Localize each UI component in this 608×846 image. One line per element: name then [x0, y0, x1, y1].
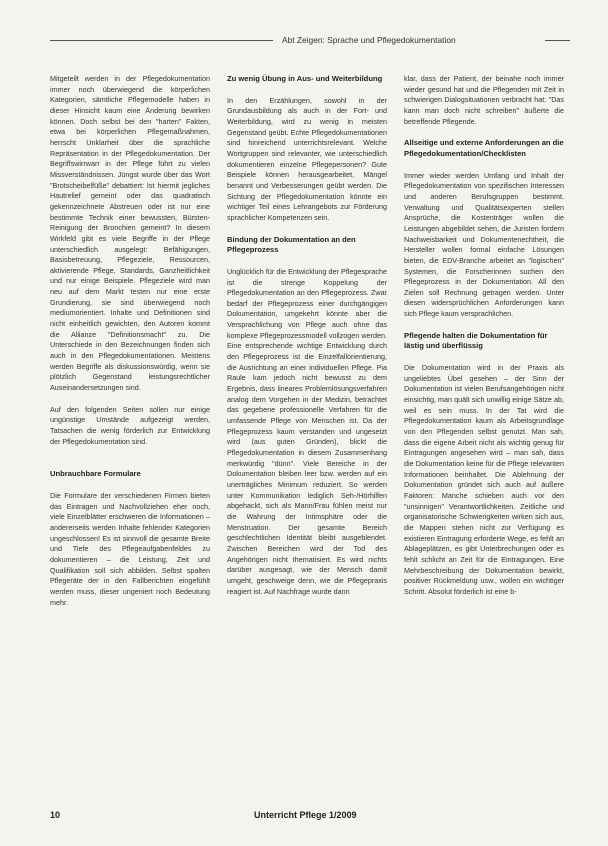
- running-header-title: Abt Zeigen: Sprache und Pflegedokumentation: [282, 35, 456, 45]
- section-heading: Unbrauchbare Formulare: [50, 469, 141, 479]
- paragraph: Die Dokumentation wird in der Praxis als ungeliebtes Übel gesehen – der Sinn der Dokumentation ist vielen Berufsangehörigen nicht einsichtig, man quält sich unwillig einige Sätze ab, weil es sein muss. In der Tat wird die Pflegedokumentation kaum als Arbeitsgrundlage von den Pflegenden selbst genutzt. Man sah, dass die eigene Arbeit nicht als wichtig genug für Eintragungen angesehen wird – man sah, dass die Dokumentation keine für die Pflege relevanten Informationen beinhaltet. Die Ablehnung der Dokumentation gründet sich auch auf äußere Faktoren: Manche schieben auch vor den "unsinnigen" Verantwortlichkeiten. Zeitliche und organisatorische Schwierigkeiten wirken sich aus, die Mappen stehen nicht zur Verfügung es existieren Eintragung erforderte Wege, es fehlt an Ablageplätzen, es gibt Unterbrechungen oder es fehlt schlicht an Zeit für die Eintragungen. Eine Mehrbeschreibung der Dokumentation bewirkt, positiver Rückmeldung usw., wollen ein wichtiger Schritt. Absolut förderlich ist eine b-: [404, 363, 564, 596]
- column-left: [50, 74, 210, 608]
- section-heading: Zu wenig Übung in Aus- und Weiterbildung: [227, 74, 383, 83]
- page-footer: [50, 810, 570, 824]
- column-middle: [227, 74, 387, 597]
- section-heading: Pflegende halten die Dokumentation für lästig und überflüssig: [404, 330, 548, 351]
- paragraph: Mitgeteilt werden in der Pflegedokumentation immer noch überwiegend die körperlichen Kategorien, sämtliche Pflegemodelle haben in dieser Hinsicht kaum eine Änderung bewirken können. Doch selbst bei den "harten" Fakten, etwa bei körperlichen Pflegemaßnahmen, herrscht Unklarheit über die sprachliche Repräsentation in der Pflegedokumentation. Der Begriffswirrwarr in der Pflege führt zu vielen Missverständnissen. Jüngst wurde über das Wort "Brotscheibelfüße" debattiert: Ist hiermit jegliches Hautrelief gemeint oder das quadratisch gekennzeichnete Abstreuen oder ist nur eine bestimmte Technik einer bewussten, Bürsten-Reinigung der Bronchien gemeint? In diesem Wirkfeld gibt es viele Begriffe in der Pflege unterschiedlich ausgelegt: Befähigungen, Basisbetreuung, Pflegeziele, Ressourcen, aktivierende Pflege, Standards, Ganzheitlichkeit und nur einige Beispiele. Pflegeziele wird man neu auf dem Markt testen nur eine erste Grundierung, sie sind überwiegend noch mediumorientiert. Inhalte und Definitionen sind nicht einheitlich gewichten, den Autoren kommt die Allianze "Definitionsmacht" zu. Die Unterschiede in den Bezeichnungen finden sich auch in den Pflegedokumentationen. Meistens werden Begriffe als diskussionswürdig, wenn sie plötzlich Gegenstand leistungsrechtlicher Auseinandersetzungen sind.: [50, 74, 210, 393]
- running-header: [0, 33, 608, 47]
- header-rule-right: [545, 40, 570, 41]
- header-rule-left: [50, 40, 273, 41]
- paragraph: klar, dass der Patient, der beinahe noch immer wieder gesund hat und die Pflegenden mit Zeit in schwierigen Dialogsituationen verbracht hat: "Das kann man doch nicht schreiben" äußerte die betreffende Pflegende.: [404, 74, 564, 126]
- page-number: 10: [50, 810, 61, 820]
- section-heading: Allseitige und externe Anforderungen an die Pflegedokumentation/Checklisten: [404, 138, 564, 158]
- column-right: [404, 74, 564, 598]
- journal-title: Unterricht Pflege 1/2009: [254, 810, 357, 820]
- paragraph: In den Erzählungen, sowohl in der Grundausbildung als auch in der Fort- und Weiterbildung, wird zu wenig in meisten Gegenstand geübt. Echte Pflegedokumentationen sind hinreichend unterrichtsrelevant. Welche Wortgruppen sind relevanter, wie unterschiedlich dokumentieren einzelne Pflegepersonen? Gute Beispiele können herausgearbeitet, Mängel benannt und Verbesserungen geübt werden. Die Sichtung der Pflegedokumentation könnte ein wichtiger Teil eines Lehrangebots zur Förderung sprachlicher Kompetenzen sein.: [227, 95, 387, 222]
- paragraph: Immer wieder werden Umfang und Inhalt der Pflegedokumentation von spezifischen Interessen und anderen Berufsgruppen bestimmt. Verwaltung und Qualitätsexperten stellen Ansprüche, die Kostenträger wollen die Leistungen abgebildet sehen, die Juristen fordern Nachweisbarkeit und Dokumentenechtheit, die Hersteller wollen formal einfache Lösungen bieten, die EDV-Branche arbeitet an "logischen" Systemen, die Forscherinnen suchen den Pflegeprozess in der Dokumentation. All den Zielen soll Rechnung getragen werden. Unter diesen widersprüchlichen Anforderungen kann sich Pflege kaum versprachlichen.: [404, 170, 564, 319]
- paragraph: Auf den folgenden Seiten sollen nur einige ungünstige Umstände aufgezeigt werden, Tatsachen die wenig förderlich zur Entwicklung der Pflegedokumentation sind.: [50, 404, 210, 446]
- article-body: [50, 74, 570, 826]
- paragraph: Unglücklich für die Entwicklung der Pflegesprache ist die strenge Koppelung der Pflegedokumentation an den Pflegeprozess. Zwar bedarf der Pflegeprozess einer durchgängigen Dokumentation, umgekehrt könnte aber die Versprachlichung von Pflege auch ohne das komplexe Pflegeprozessmodell vollzogen werden. Eine entsprechende wichtige Entwicklung durch den Pflegeprozess ist die Einzelfallorientierung, die Ausrichtung an einer individuellen Pflege. Pia Raule kam jedoch nicht bewusst zu dem Ergebnis, dass lineares Problemlösungsverfahren analog dem Vorgehen in der Medizin, betrachtet das gegebene professionelle Verfahren für die umfassende Pflege von Menschen ist. Da der Pflegeprozess kaum verstanden und ungesetzt wird (aus guten Gründen), blickt die Pflegedokumentation in diesem Zusammenhang merkwürdig "dünn". Viele Bereiche in der Dokumentation bleiben leer bzw. werden auf ein unerträgliches Minimum reduziert. So werden unter Kommunikation lediglich Seh-/Hörhilfen abgehackt, sich als Mann/Frau fühlen meist nur die Wahrung der Intimsphäre oder die Menstruation. Der gesamte Bereich geschlechtlichen Identität bleibt ausgeblendet. Zwischen Bereichen wird der Tod des Angehörigen nicht thematisiert. Es wird nichts darüber ausgesagt, wie der Mensch damit umgeht, geschweige denn, wie die Pflegepraxis reagiert ist. Auf Nachfrage wurde dann: [227, 266, 387, 596]
- paragraph: Die Formulare der verschiedenen Firmen bieten das Eintragen und Nachvollziehen eher noch, viele Einzelblätter erschweren die Informationen – andererseits werden Inhalte fehlender Kategorien ungeschlossen! Es ist sinnvoll die gesamte Breite und Tiefe des Pflegeaufgabenfeldes zu dokumentieren – die Leistung, Zeit und Qualifikation soll sich abbilden. Selbst spalten Pflegeräte der in den Fallberichten eingefühlt werden muss, dieser ungeniert noch Bedeutung mehr.: [50, 490, 210, 607]
- section-heading: Bindung der Dokumentation an den Pflegeprozess: [227, 234, 356, 255]
